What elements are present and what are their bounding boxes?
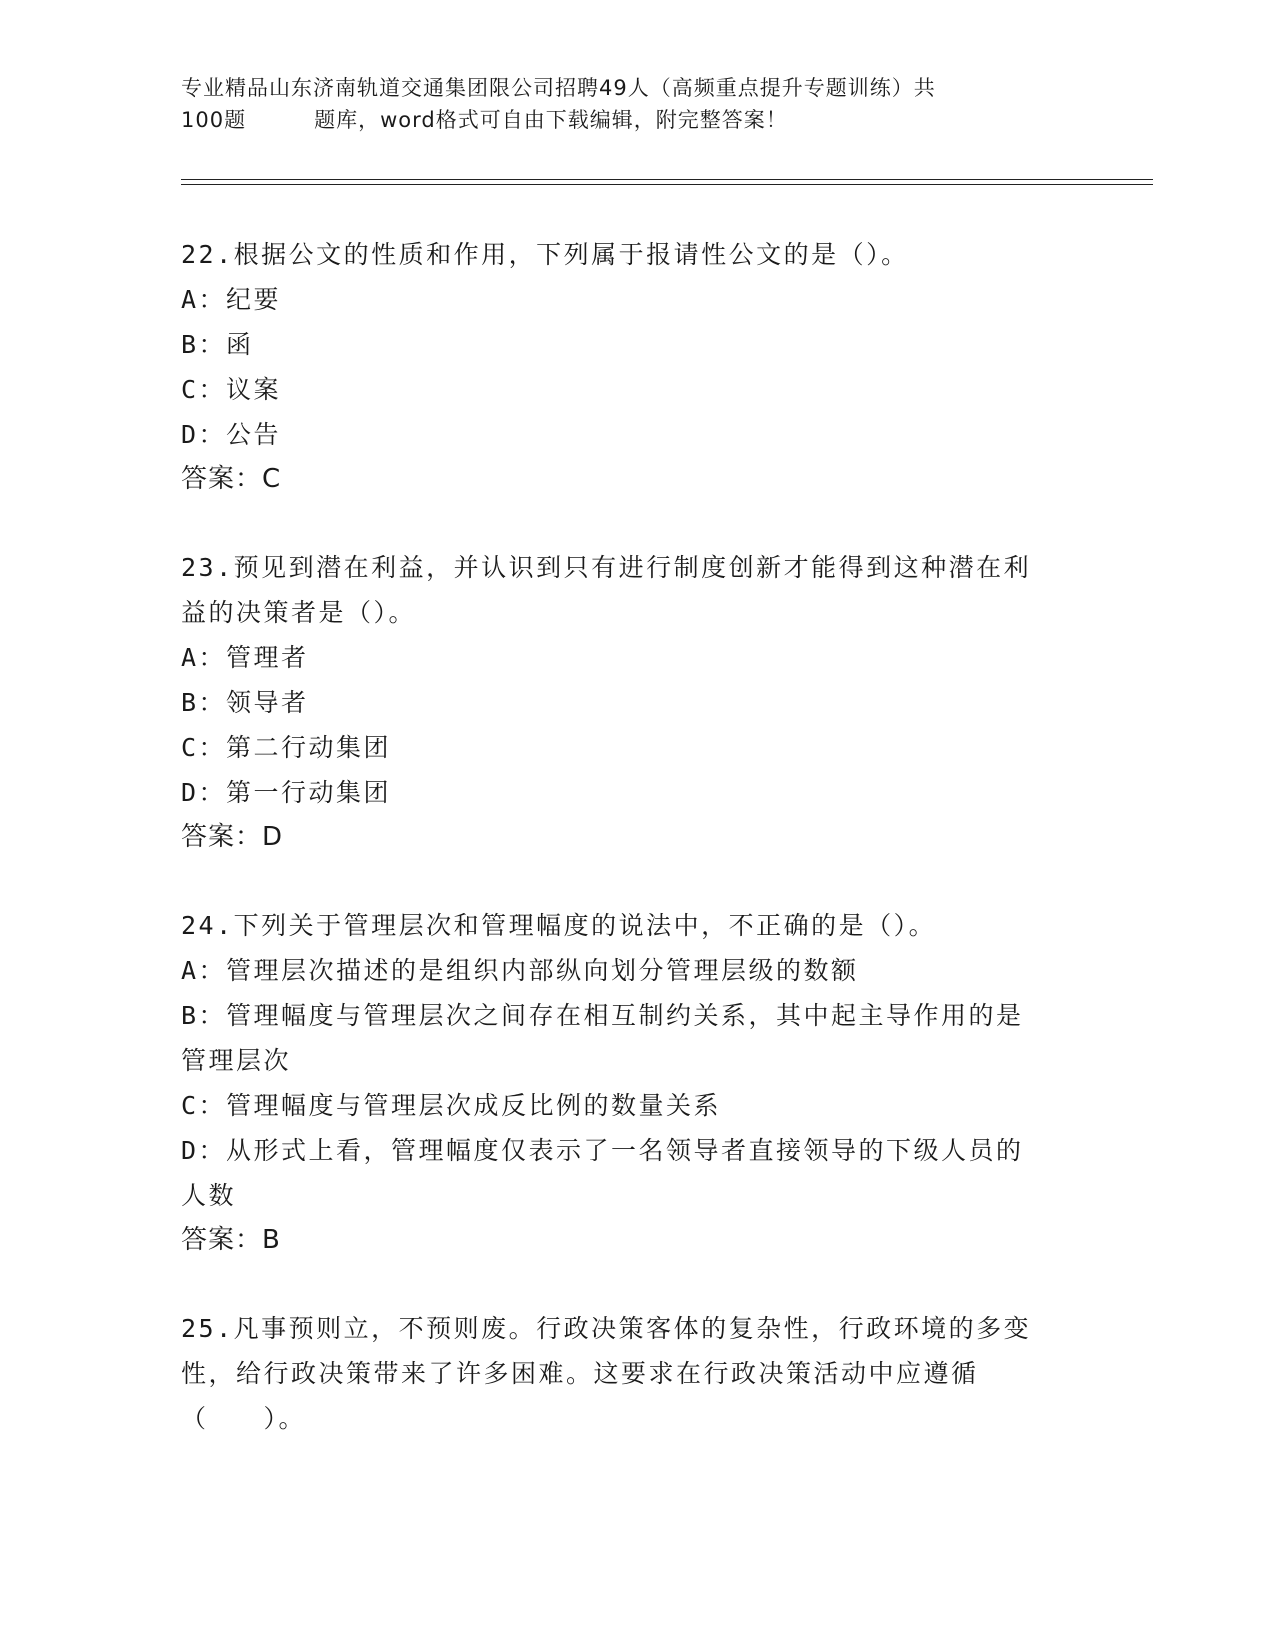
option-b: B：函 xyxy=(181,330,254,359)
option-b-continued: 管理层次 xyxy=(181,1046,292,1075)
question-stem: 24.下列关于管理层次和管理幅度的说法中，不正确的是（）。 xyxy=(181,911,937,940)
option-d-continued: 人数 xyxy=(181,1181,237,1210)
option-c: C：管理幅度与管理层次成反比例的数量关系 xyxy=(181,1091,722,1120)
header-divider-bottom xyxy=(181,184,1153,185)
option-b: B：管理幅度与管理层次之间存在相互制约关系，其中起主导作用的是 xyxy=(181,1001,1024,1030)
question-stem-continued: 性，给行政决策带来了许多困难。这要求在行政决策活动中应遵循 xyxy=(181,1359,979,1388)
question-stem: 25.凡事预则立，不预则废。行政决策客体的复杂性，行政环境的多变 xyxy=(181,1314,1032,1343)
header-divider-top xyxy=(181,179,1153,180)
question-stem-continued: （ ）。 xyxy=(181,1404,307,1433)
question-block xyxy=(181,545,1081,860)
header-count: 100题 xyxy=(181,108,247,132)
question-stem: 23.预见到潜在利益，并认识到只有进行制度创新才能得到这种潜在利 xyxy=(181,553,1032,582)
option-a: A：管理者 xyxy=(181,643,309,672)
option-a: A：管理层次描述的是组织内部纵向划分管理层级的数额 xyxy=(181,956,859,985)
question-stem: 22.根据公文的性质和作用，下列属于报请性公文的是（）。 xyxy=(181,240,909,269)
option-c: C：议案 xyxy=(181,375,282,404)
option-d: D：从形式上看，管理幅度仅表示了一名领导者直接领导的下级人员的 xyxy=(181,1136,1024,1165)
option-d: D：公告 xyxy=(181,420,282,449)
question-block xyxy=(181,232,1081,502)
header-description: 题库，word格式可自由下载编辑，附完整答案！ xyxy=(314,108,788,132)
question-block xyxy=(181,1306,1081,1441)
option-d: D：第一行动集团 xyxy=(181,778,392,807)
header-line-1: 专业精品山东济南轨道交通集团限公司招聘49人（高频重点提升专题训练）共 xyxy=(181,76,936,100)
option-b: B：领导者 xyxy=(181,688,309,717)
answer-line: 答案：B xyxy=(181,1225,281,1255)
option-a: A：纪要 xyxy=(181,285,282,314)
option-c: C：第二行动集团 xyxy=(181,733,392,762)
answer-line: 答案：D xyxy=(181,822,284,852)
document-header xyxy=(181,72,1061,136)
header-line-2 xyxy=(181,104,1061,136)
question-stem-continued: 益的决策者是（）。 xyxy=(181,598,417,627)
question-block xyxy=(181,903,1081,1263)
answer-line: 答案：C xyxy=(181,464,282,494)
question-list xyxy=(181,232,1081,1441)
